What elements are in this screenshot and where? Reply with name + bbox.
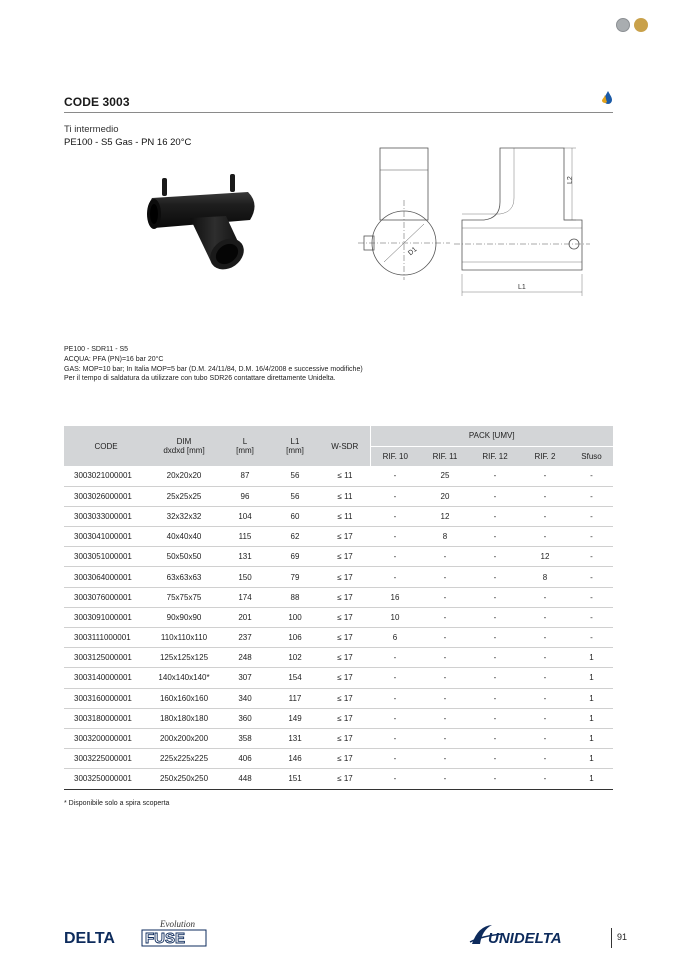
cell-wsdr: ≤ 11 <box>320 506 370 526</box>
cell-l: 131 <box>220 547 270 567</box>
header-rif2: RIF. 2 <box>520 446 570 466</box>
cell-rif12: - <box>470 648 520 668</box>
cell-code: 3003091000001 <box>64 607 148 627</box>
cell-rif12: - <box>470 628 520 648</box>
cell-dim: 140x140x140* <box>148 668 220 688</box>
cell-l: 96 <box>220 486 270 506</box>
cell-wsdr: ≤ 17 <box>320 527 370 547</box>
table-row <box>64 688 613 708</box>
cell-l1: 88 <box>270 587 320 607</box>
table-row <box>64 506 613 526</box>
page-number-divider <box>611 928 612 948</box>
cell-rif12: - <box>470 466 520 486</box>
deltafuse-logo <box>64 913 209 947</box>
header-pack: PACK [UMV] <box>370 426 613 446</box>
cell-rif11: - <box>420 728 470 748</box>
cell-rif2: - <box>520 749 570 769</box>
cell-dim: 250x250x250 <box>148 769 220 789</box>
cell-dim: 125x125x125 <box>148 648 220 668</box>
cell-wsdr: ≤ 17 <box>320 688 370 708</box>
cell-rif11: - <box>420 628 470 648</box>
globe-icon <box>616 18 630 32</box>
cell-l: 201 <box>220 607 270 627</box>
cell-rif2: - <box>520 587 570 607</box>
cell-rif2: - <box>520 728 570 748</box>
cell-dim: 225x225x225 <box>148 749 220 769</box>
spec-line: Per il tempo di saldatura da utilizzare con tubo SDR26 contattare direttamente Unidelta. <box>64 375 336 383</box>
cell-code: 3003064000001 <box>64 567 148 587</box>
cell-rif2: 12 <box>520 547 570 567</box>
cell-code: 3003026000001 <box>64 486 148 506</box>
spec-notes <box>64 345 363 384</box>
product-name: Ti intermedio <box>64 124 119 135</box>
table-row <box>64 567 613 587</box>
cell-rif12: - <box>470 587 520 607</box>
cell-rif2: - <box>520 486 570 506</box>
header-rif11: RIF. 11 <box>420 446 470 466</box>
cell-l1: 60 <box>270 506 320 526</box>
cell-dim: 40x40x40 <box>148 527 220 547</box>
cell-rif11: - <box>420 668 470 688</box>
cell-wsdr: ≤ 17 <box>320 728 370 748</box>
cell-rif12: - <box>470 708 520 728</box>
cell-rif11: - <box>420 688 470 708</box>
cell-dim: 50x50x50 <box>148 547 220 567</box>
table-row <box>64 628 613 648</box>
cell-l1: 146 <box>270 749 320 769</box>
cell-rif12: - <box>470 688 520 708</box>
cell-l1: 117 <box>270 688 320 708</box>
cell-l: 237 <box>220 628 270 648</box>
technical-drawing <box>350 140 620 300</box>
cell-code: 3003140000001 <box>64 668 148 688</box>
table-row <box>64 466 613 486</box>
header-l <box>220 426 270 466</box>
cell-l: 358 <box>220 728 270 748</box>
cell-rif10: - <box>370 527 420 547</box>
header-wsdr: W-SDR <box>320 426 370 466</box>
cell-code: 3003250000001 <box>64 769 148 789</box>
table-row <box>64 587 613 607</box>
cell-rif10: - <box>370 506 420 526</box>
cell-sfuso: 1 <box>570 728 613 748</box>
water-gas-drop-icon <box>601 90 613 106</box>
cell-rif2: - <box>520 607 570 627</box>
unidelta-logo <box>468 922 604 948</box>
cell-wsdr: ≤ 17 <box>320 708 370 728</box>
title-divider <box>64 112 613 113</box>
cell-rif12: - <box>470 506 520 526</box>
header-l1 <box>270 426 320 466</box>
table-row <box>64 769 613 789</box>
table-row <box>64 708 613 728</box>
spec-line: PE100 - SDR11 - S5 <box>64 346 129 353</box>
page-number: 91 <box>617 932 628 942</box>
footnote: * Disponibile solo a spira scoperta <box>64 800 170 807</box>
cell-rif10: - <box>370 708 420 728</box>
cell-code: 3003125000001 <box>64 648 148 668</box>
header-rif12: RIF. 12 <box>470 446 520 466</box>
cell-l: 448 <box>220 769 270 789</box>
header-rif10: RIF. 10 <box>370 446 420 466</box>
l1-label: L1 <box>518 284 526 291</box>
table-row <box>64 486 613 506</box>
cell-wsdr: ≤ 11 <box>320 486 370 506</box>
cell-l1: 131 <box>270 728 320 748</box>
cell-dim: 25x25x25 <box>148 486 220 506</box>
cell-code: 3003160000001 <box>64 688 148 708</box>
cell-code: 3003051000001 <box>64 547 148 567</box>
cell-wsdr: ≤ 17 <box>320 668 370 688</box>
cell-l1: 56 <box>270 466 320 486</box>
cell-sfuso: 1 <box>570 688 613 708</box>
cell-sfuso: - <box>570 547 613 567</box>
cell-rif12: - <box>470 567 520 587</box>
cell-rif2: - <box>520 708 570 728</box>
product-table <box>64 426 613 790</box>
header-sfuso: Sfuso <box>570 446 613 466</box>
cell-rif2: - <box>520 628 570 648</box>
cell-sfuso: 1 <box>570 749 613 769</box>
cell-l1: 106 <box>270 628 320 648</box>
cell-l: 150 <box>220 567 270 587</box>
cell-dim: 110x110x110 <box>148 628 220 648</box>
cell-dim: 160x160x160 <box>148 688 220 708</box>
cell-rif2: 8 <box>520 567 570 587</box>
table-row <box>64 668 613 688</box>
cell-dim: 32x32x32 <box>148 506 220 526</box>
cell-wsdr: ≤ 11 <box>320 466 370 486</box>
cell-rif10: 6 <box>370 628 420 648</box>
cell-dim: 180x180x180 <box>148 708 220 728</box>
cell-rif11: 12 <box>420 506 470 526</box>
cell-l: 340 <box>220 688 270 708</box>
cell-l: 307 <box>220 668 270 688</box>
cell-code: 3003111000001 <box>64 628 148 648</box>
cell-rif2: - <box>520 466 570 486</box>
cell-rif2: - <box>520 506 570 526</box>
cell-code: 3003033000001 <box>64 506 148 526</box>
cell-dim: 63x63x63 <box>148 567 220 587</box>
cell-rif10: 10 <box>370 607 420 627</box>
logo-unidelta: UNIDELTA <box>488 930 562 947</box>
table-row <box>64 547 613 567</box>
header-l-unit: [mm] <box>236 446 254 455</box>
header-dim-unit: dxdxd [mm] <box>163 446 205 455</box>
table-row <box>64 607 613 627</box>
cell-wsdr: ≤ 17 <box>320 567 370 587</box>
product-image <box>140 170 270 280</box>
cell-dim: 200x200x200 <box>148 728 220 748</box>
page-title: CODE 3003 <box>64 95 130 109</box>
cell-l: 104 <box>220 506 270 526</box>
cell-rif10: - <box>370 648 420 668</box>
cell-rif11: - <box>420 749 470 769</box>
header-l1-unit: [mm] <box>286 446 304 455</box>
cell-rif2: - <box>520 668 570 688</box>
cell-rif12: - <box>470 668 520 688</box>
cell-l1: 79 <box>270 567 320 587</box>
cell-rif11: - <box>420 547 470 567</box>
cell-sfuso: 1 <box>570 648 613 668</box>
logo-fuse: FUSE <box>145 930 186 947</box>
cell-rif12: - <box>470 728 520 748</box>
cell-wsdr: ≤ 17 <box>320 547 370 567</box>
cell-sfuso: - <box>570 466 613 486</box>
cell-rif10: - <box>370 728 420 748</box>
cell-sfuso: - <box>570 607 613 627</box>
cell-wsdr: ≤ 17 <box>320 769 370 789</box>
cell-code: 3003021000001 <box>64 466 148 486</box>
cell-wsdr: ≤ 17 <box>320 607 370 627</box>
logo-delta: DELTA <box>64 930 115 947</box>
cell-rif11: 20 <box>420 486 470 506</box>
cell-dim: 20x20x20 <box>148 466 220 486</box>
cell-rif11: - <box>420 769 470 789</box>
table-row <box>64 527 613 547</box>
cell-l1: 154 <box>270 668 320 688</box>
cell-sfuso: - <box>570 628 613 648</box>
cell-rif2: - <box>520 688 570 708</box>
cell-wsdr: ≤ 17 <box>320 749 370 769</box>
cell-code: 3003200000001 <box>64 728 148 748</box>
cell-rif11: - <box>420 648 470 668</box>
cell-rif12: - <box>470 607 520 627</box>
cell-l1: 62 <box>270 527 320 547</box>
cell-rif2: - <box>520 769 570 789</box>
cell-wsdr: ≤ 17 <box>320 648 370 668</box>
table-row <box>64 648 613 668</box>
cell-rif12: - <box>470 769 520 789</box>
cell-l: 174 <box>220 587 270 607</box>
cell-sfuso: 1 <box>570 769 613 789</box>
cell-l1: 100 <box>270 607 320 627</box>
cell-sfuso: 1 <box>570 708 613 728</box>
cell-l: 406 <box>220 749 270 769</box>
cell-dim: 75x75x75 <box>148 587 220 607</box>
header-l-label: L <box>242 437 248 446</box>
product-spec: PE100 - S5 Gas - PN 16 20°C <box>64 137 192 148</box>
cell-rif11: - <box>420 587 470 607</box>
cell-sfuso: - <box>570 486 613 506</box>
cell-rif12: - <box>470 486 520 506</box>
cell-l1: 56 <box>270 486 320 506</box>
cell-rif11: - <box>420 567 470 587</box>
table-row <box>64 728 613 748</box>
spec-line: GAS: MOP=10 bar; In Italia MOP=5 bar (D.M. 24/11/84, D.M. 16/4/2008 e successive modifiche) <box>64 365 363 373</box>
spec-line: ACQUA: PFA (PN)=16 bar 20°C <box>64 355 164 363</box>
l2-label: L2 <box>567 176 574 184</box>
cell-l: 115 <box>220 527 270 547</box>
cell-rif12: - <box>470 527 520 547</box>
cell-rif12: - <box>470 749 520 769</box>
header-dim-label: DIM <box>176 437 192 446</box>
cell-sfuso: 1 <box>570 668 613 688</box>
cell-code: 3003076000001 <box>64 587 148 607</box>
cell-sfuso: - <box>570 587 613 607</box>
cell-rif2: - <box>520 527 570 547</box>
cell-rif10: - <box>370 486 420 506</box>
cell-rif11: - <box>420 708 470 728</box>
header-icons <box>616 18 648 32</box>
cell-l: 360 <box>220 708 270 728</box>
cell-l1: 151 <box>270 769 320 789</box>
cell-rif10: - <box>370 688 420 708</box>
header-dim <box>148 426 220 466</box>
cell-wsdr: ≤ 17 <box>320 628 370 648</box>
cell-rif2: - <box>520 648 570 668</box>
cell-code: 3003041000001 <box>64 527 148 547</box>
gold-circle-icon <box>634 18 648 32</box>
cell-rif11: - <box>420 607 470 627</box>
table-body <box>64 466 613 789</box>
logo-script: Evolution <box>160 919 195 929</box>
cell-l1: 102 <box>270 648 320 668</box>
cell-sfuso: - <box>570 527 613 547</box>
header-l1-label: L1 <box>290 437 300 446</box>
cell-l: 87 <box>220 466 270 486</box>
cell-rif11: 25 <box>420 466 470 486</box>
cell-dim: 90x90x90 <box>148 607 220 627</box>
cell-rif10: - <box>370 547 420 567</box>
cell-sfuso: - <box>570 506 613 526</box>
cell-code: 3003225000001 <box>64 749 148 769</box>
cell-rif10: - <box>370 749 420 769</box>
cell-rif10: - <box>370 668 420 688</box>
cell-wsdr: ≤ 17 <box>320 587 370 607</box>
cell-l1: 69 <box>270 547 320 567</box>
cell-rif10: - <box>370 466 420 486</box>
cell-rif12: - <box>470 547 520 567</box>
cell-rif10: 16 <box>370 587 420 607</box>
d1-label: D1 <box>407 245 419 258</box>
cell-l1: 149 <box>270 708 320 728</box>
cell-rif11: 8 <box>420 527 470 547</box>
cell-rif10: - <box>370 769 420 789</box>
cell-code: 3003180000001 <box>64 708 148 728</box>
cell-sfuso: - <box>570 567 613 587</box>
cell-l: 248 <box>220 648 270 668</box>
header-code: CODE <box>64 426 148 466</box>
cell-rif10: - <box>370 567 420 587</box>
table-row <box>64 749 613 769</box>
